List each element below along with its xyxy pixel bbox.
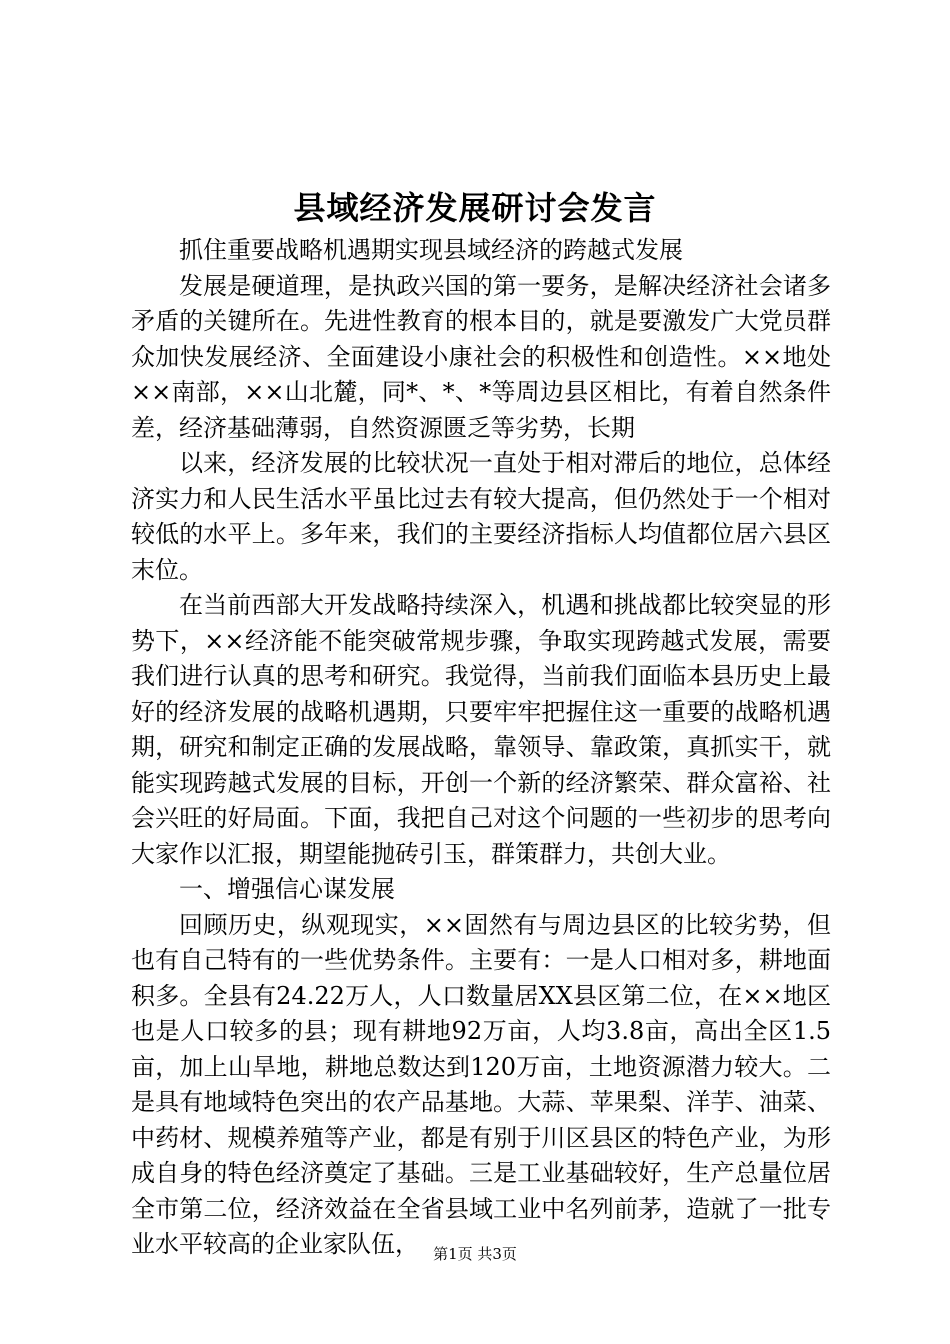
document-body bbox=[131, 233, 831, 1263]
paragraph: 回顾历史，纵观现实，××固然有与周边县区的比较劣势，但也有自己特有的一些优势条件。主要有：一是人口相对多，耕地面积多。全县有24.22万人，人口数量居XX县区第二位，在××地区也是人口较多的县；现有耕地92万亩，人均3.8亩，高出全区1.5亩，加上山旱地，耕地总数达到120万亩，土地资源潜力较大。二是具有地域特色突出的农产品基地。大蒜、苹果梨、洋芋、油菜、中药材、规模养殖等产业，都是有别于川区县区的特色产业，为形成自身的特色经济奠定了基础。三是工业基础较好，生产总量位居全市第二位，经济效益在全省县域工业中名列前茅，造就了一批专业水平较高的企业家队伍， bbox=[131, 910, 831, 1258]
paragraph: 发展是硬道理，是执政兴国的第一要务，是解决经济社会诸多矛盾的关键所在。先进性教育的根本目的，就是要激发广大党员群众加快发展经济、全面建设小康社会的积极性和创造性。××地处××南部，××山北麓，同*、*、*等周边县区相比，有着自然条件差，经济基础薄弱，自然资源匮乏等劣势，长期 bbox=[131, 271, 831, 442]
document-subtitle: 抓住重要战略机遇期实现县域经济的跨越式发展 bbox=[179, 236, 683, 264]
document-title: 县域经济发展研讨会发言 bbox=[293, 189, 657, 227]
paragraph: 在当前西部大开发战略持续深入，机遇和挑战都比较突显的形势下，××经济能不能突破常规步骤，争取实现跨越式发展，需要我们进行认真的思考和研究。我觉得，当前我们面临本县历史上最好的经济发展的战略机遇期，只要牢牢把握住这一重要的战略机遇期，研究和制定正确的发展战略，靠领导、靠政策，真抓实干，就能实现跨越式发展的目标，开创一个新的经济繁荣、群众富裕、社会兴旺的好局面。下面，我把自己对这个问题的一些初步的思考向大家作以汇报，期望能抛砖引玉，群策群力，共创大业。 bbox=[131, 591, 831, 868]
paragraph: 以来，经济发展的比较状况一直处于相对滞后的地位，总体经济实力和人民生活水平虽比过去有较大提高，但仍然处于一个相对较低的水平上。多年来，我们的主要经济指标人均值都位居六县区末位。 bbox=[131, 449, 831, 584]
page-footer: 第1页 共3页 bbox=[433, 1245, 517, 1263]
section-heading: 一、增强信心谋发展 bbox=[179, 875, 395, 903]
